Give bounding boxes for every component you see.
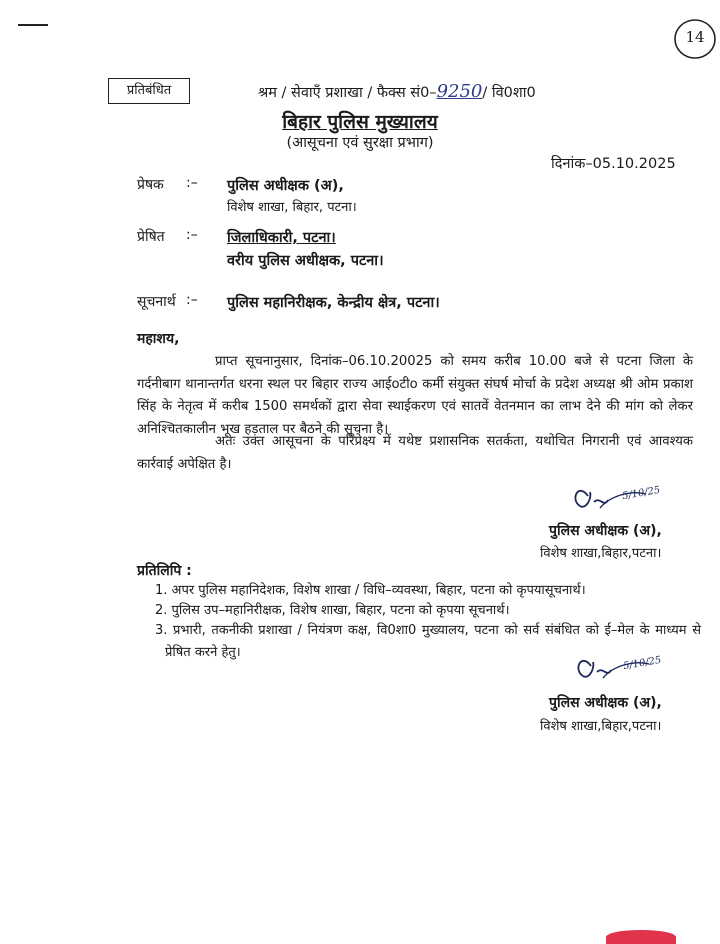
office-department: (आसूचना एवं सुरक्षा प्रभाग) [286, 135, 434, 151]
signature-1-initials: 5/10/25 [621, 484, 662, 503]
salutation: महाशय, [137, 331, 180, 347]
recipient-label: प्रेषित [137, 229, 165, 245]
signature-2-initials: 5/10/25 [622, 654, 663, 673]
pen-mark [18, 24, 48, 26]
ref-suffix: / वि0शा0 [482, 85, 536, 101]
reference-line [258, 81, 536, 102]
info-label: सूचनार्थ [137, 294, 176, 310]
recipient-separator: :– [186, 227, 198, 243]
sender-line-1: पुलिस अधीक्षक (अ), [227, 178, 344, 194]
signature-2-image [545, 650, 685, 692]
ref-prefix: श्रम / सेवाएँ प्रशाखा / फैक्स सं0– [258, 85, 437, 101]
signature-2-name: पुलिस अधीक्षक (अ), [549, 695, 662, 711]
sender-label: प्रेषक [137, 177, 164, 193]
copy-item-1: 1. अपर पुलिस महानिदेशक, विशेष शाखा / विधि–व्यवस्था, बिहार, पटना को कृपयासूचनार्थ। [155, 583, 586, 598]
body-paragraph-1: प्राप्त सूचनानुसार, दिनांक–06.10.20025 को समय करीब 10.00 बजे से पटना जिला के गर्दनीबाग थानान्तर्गत धरना स्थल पर बिहार राज्य आईoटीo कर्मी संयुक्त संघर्ष मोर्चा के प्रदेश अध्यक्ष श्री ओम प्रकाश सिंह के नेतृत्व में करीब 1500 समर्थकों द्वारा सेवा स्थाईकरण एवं सातवें वेतनमान का लाभ देने की मांग को लेकर अनिश्चितकालीन भूख हड़ताल पर बैठने की सूचना है। [137, 354, 693, 437]
signature-1-image [540, 478, 680, 522]
copy-item-3: 3. प्रभारी, तकनीकी प्रशाखा / नियंत्रण कक्ष, वि0शा0 मुख्यालय, पटना को सर्व संबंधित को ई–मेल के माध्यम से प्रेषित करने हेतु। [155, 623, 701, 660]
signature-1-unit: विशेष शाखा,बिहार,पटना। [540, 546, 662, 561]
sender-line-2: विशेष शाखा, बिहार, पटना। [227, 200, 357, 215]
signature-2-unit: विशेष शाखा,बिहार,पटना। [540, 719, 662, 734]
letter-date: दिनांक–05.10.2025 [551, 156, 676, 172]
body-paragraph-2: अतः उक्त आसूचना के परिप्रेक्ष्य में यथेष्ट प्रशासनिक सतर्कता, यथोचित निगरानी एवं आवश्यक कार्रवाई अपेक्षित है। [137, 434, 693, 472]
recipient-line-1: जिलाधिकारी, पटना। [227, 230, 336, 246]
info-line-1: पुलिस महानिरीक्षक, केन्द्रीय क्षेत्र, पटना। [227, 295, 440, 311]
copy-to-label: प्रतिलिपि : [137, 563, 192, 579]
red-stamp-edge [606, 930, 676, 944]
page-number-stamp [672, 16, 718, 62]
office-title: बिहार पुलिस मुख्यालय [282, 111, 438, 133]
page-number: 14 [685, 28, 705, 46]
copy-item-2: 2. पुलिस उप–महानिरीक्षक, विशेष शाखा, बिहार, पटना को कृपया सूचनार्थ। [155, 603, 510, 618]
restricted-label: प्रतिबंधित [108, 78, 190, 104]
signature-1-name: पुलिस अधीक्षक (अ), [549, 523, 662, 539]
info-separator: :– [186, 292, 198, 308]
fax-number: 9250 [436, 81, 483, 102]
sender-separator: :– [186, 175, 198, 191]
recipient-line-2: वरीय पुलिस अधीक्षक, पटना। [227, 253, 384, 269]
